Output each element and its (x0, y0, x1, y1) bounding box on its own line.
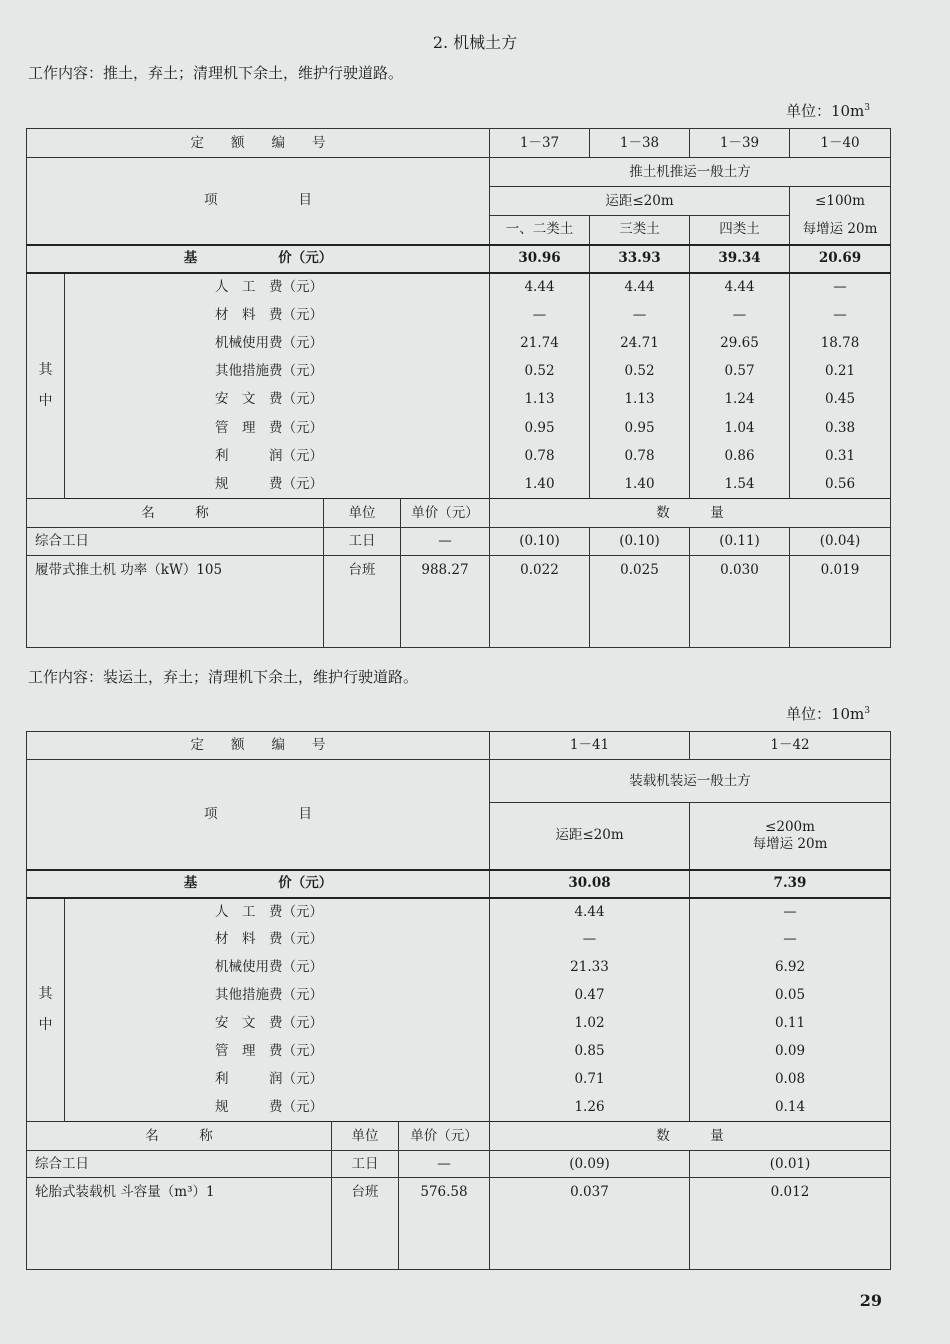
resource-quantity: 0.022 (490, 556, 590, 648)
cost-value: — (590, 301, 690, 329)
cost-label: 人 工 费（元） (65, 273, 490, 301)
base-price: 20.69 (790, 245, 891, 273)
cost-value: — (690, 926, 891, 954)
cost-value: 4.44 (490, 898, 690, 926)
cost-value: 0.21 (790, 357, 891, 385)
resource-quantity: (0.10) (490, 528, 590, 556)
quantity-header: 数 量 (490, 1122, 891, 1151)
cost-value: — (790, 301, 891, 329)
extra-distance-label: ≤200m 每增运 20m (690, 803, 891, 870)
cost-value: 0.95 (590, 414, 690, 442)
cost-value: 4.44 (690, 273, 790, 301)
cost-value: 1.02 (490, 1010, 690, 1038)
base-price: 33.93 (590, 245, 690, 273)
resource-quantity: 0.012 (690, 1178, 891, 1270)
cost-value: 0.71 (490, 1066, 690, 1094)
quantity-header: 数 量 (490, 499, 891, 528)
cost-value: 24.71 (590, 329, 690, 357)
cost-label: 机械使用费（元） (65, 954, 490, 982)
quota-code: 1－37 (490, 129, 590, 158)
cost-value: 4.44 (490, 273, 590, 301)
cost-label: 其他措施费（元） (65, 357, 490, 385)
cost-value: 1.40 (590, 471, 690, 499)
resource-quantity: (0.10) (590, 528, 690, 556)
item-label: 项 目 (27, 158, 490, 245)
base-price: 39.34 (690, 245, 790, 273)
cost-label: 安 文 费（元） (65, 1010, 490, 1038)
cost-label: 规 费（元） (65, 1094, 490, 1122)
resource-unit: 工日 (324, 528, 401, 556)
cost-label: 材 料 费（元） (65, 926, 490, 954)
resource-quantity: 0.030 (690, 556, 790, 648)
soil-type: 三类土 (590, 216, 690, 245)
resource-quantity: 0.037 (490, 1178, 690, 1270)
quota-code: 1－38 (590, 129, 690, 158)
group-title: 装载机装运一般土方 (490, 760, 891, 803)
cost-value: 1.54 (690, 471, 790, 499)
cost-value: 0.09 (690, 1038, 891, 1066)
cost-label: 安 文 费（元） (65, 386, 490, 414)
cost-value: — (690, 301, 790, 329)
cost-value: 0.05 (690, 982, 891, 1010)
cost-value: 0.52 (490, 357, 590, 385)
cost-label: 规 费（元） (65, 471, 490, 499)
cost-value: 1.24 (690, 386, 790, 414)
cost-value: — (790, 273, 891, 301)
cost-value: 18.78 (790, 329, 891, 357)
page-number: 29 (859, 1291, 882, 1310)
quota-code: 1－41 (490, 732, 690, 760)
extra-distance-label: ≤100m (790, 187, 891, 216)
quota-code: 1－40 (790, 129, 891, 158)
quota-table-2 (26, 731, 891, 1270)
resource-price: 576.58 (399, 1178, 490, 1270)
resource-name: 轮胎式装载机 斗容量（m³）1 (27, 1178, 332, 1270)
cost-label: 材 料 费（元） (65, 301, 490, 329)
unit-note-2: 单位：$10m^3$ (785, 705, 870, 723)
cost-value: 0.57 (690, 357, 790, 385)
cost-value: 0.86 (690, 442, 790, 470)
qizhong-label: 其 中 (27, 898, 65, 1122)
base-price: 7.39 (690, 870, 891, 898)
resource-name: 综合工日 (27, 1151, 332, 1178)
base-price: 30.96 (490, 245, 590, 273)
cost-label: 人 工 费（元） (65, 898, 490, 926)
cost-value: 4.44 (590, 273, 690, 301)
resource-price: 988.27 (401, 556, 490, 648)
base-price-label: 基 价（元） (27, 870, 490, 898)
cost-value: 1.13 (490, 386, 590, 414)
cost-label: 其他措施费（元） (65, 982, 490, 1010)
name-header: 名 称 (27, 499, 324, 528)
cost-value: 0.11 (690, 1010, 891, 1038)
resource-quantity: 0.019 (790, 556, 891, 648)
cost-value: — (690, 898, 891, 926)
distance-label: 运距≤20m (490, 803, 690, 870)
cost-value: 1.04 (690, 414, 790, 442)
work-content-1: 工作内容：推土，弃土；清理机下余土，维护行驶道路。 (28, 64, 404, 82)
cost-value: 0.78 (490, 442, 590, 470)
cost-value: 0.47 (490, 982, 690, 1010)
name-header: 名 称 (27, 1122, 332, 1151)
cost-value: — (490, 926, 690, 954)
cost-label: 管 理 费（元） (65, 1038, 490, 1066)
cost-value: 0.78 (590, 442, 690, 470)
soil-type: 一、二类土 (490, 216, 590, 245)
cost-value: 0.45 (790, 386, 891, 414)
cost-value: 0.95 (490, 414, 590, 442)
cost-label: 机械使用费（元） (65, 329, 490, 357)
cost-value: 1.26 (490, 1094, 690, 1122)
cost-value: 21.74 (490, 329, 590, 357)
unit-price-header: 单价（元） (401, 499, 490, 528)
cost-value: — (490, 301, 590, 329)
page-title: 2. 机械土方 (432, 33, 518, 52)
cost-value: 0.85 (490, 1038, 690, 1066)
quota-number-label: 定 额 编 号 (27, 732, 490, 760)
cost-value: 0.52 (590, 357, 690, 385)
distance-label: 运距≤20m (490, 187, 790, 216)
work-content-2: 工作内容：装运土，弃土；清理机下余土，维护行驶道路。 (28, 668, 419, 686)
unit-note-1: 单位：$10m^3$ (785, 102, 870, 120)
base-price-label: 基 价（元） (27, 245, 490, 273)
cost-value: 0.14 (690, 1094, 891, 1122)
cost-value: 0.56 (790, 471, 891, 499)
quota-number-label: 定 额 编 号 (27, 129, 490, 158)
quota-code: 1－39 (690, 129, 790, 158)
resource-price: — (401, 528, 490, 556)
unit-header: 单位 (332, 1122, 399, 1151)
resource-name: 履带式推土机 功率（kW）105 (27, 556, 324, 648)
cost-value: 0.38 (790, 414, 891, 442)
cost-label: 利 润（元） (65, 442, 490, 470)
qizhong-label: 其 中 (27, 273, 65, 499)
cost-value: 1.13 (590, 386, 690, 414)
resource-unit: 工日 (332, 1151, 399, 1178)
soil-type: 四类土 (690, 216, 790, 245)
cost-value: 1.40 (490, 471, 590, 499)
resource-price: — (399, 1151, 490, 1178)
cost-value: 29.65 (690, 329, 790, 357)
extra-distance-sub: 每增运 20m (790, 216, 891, 245)
quota-table-1 (26, 128, 891, 648)
cost-value: 21.33 (490, 954, 690, 982)
resource-quantity: (0.11) (690, 528, 790, 556)
cost-value: 0.31 (790, 442, 891, 470)
resource-quantity: (0.09) (490, 1151, 690, 1178)
unit-price-header: 单价（元） (399, 1122, 490, 1151)
resource-quantity: (0.04) (790, 528, 891, 556)
cost-label: 管 理 费（元） (65, 414, 490, 442)
resource-unit: 台班 (324, 556, 401, 648)
cost-label: 利 润（元） (65, 1066, 490, 1094)
resource-quantity: (0.01) (690, 1151, 891, 1178)
item-label: 项 目 (27, 760, 490, 870)
resource-name: 综合工日 (27, 528, 324, 556)
resource-unit: 台班 (332, 1178, 399, 1270)
cost-value: 6.92 (690, 954, 891, 982)
quota-code: 1－42 (690, 732, 891, 760)
base-price: 30.08 (490, 870, 690, 898)
unit-header: 单位 (324, 499, 401, 528)
group-title: 推土机推运一般土方 (490, 158, 891, 187)
cost-value: 0.08 (690, 1066, 891, 1094)
resource-quantity: 0.025 (590, 556, 690, 648)
